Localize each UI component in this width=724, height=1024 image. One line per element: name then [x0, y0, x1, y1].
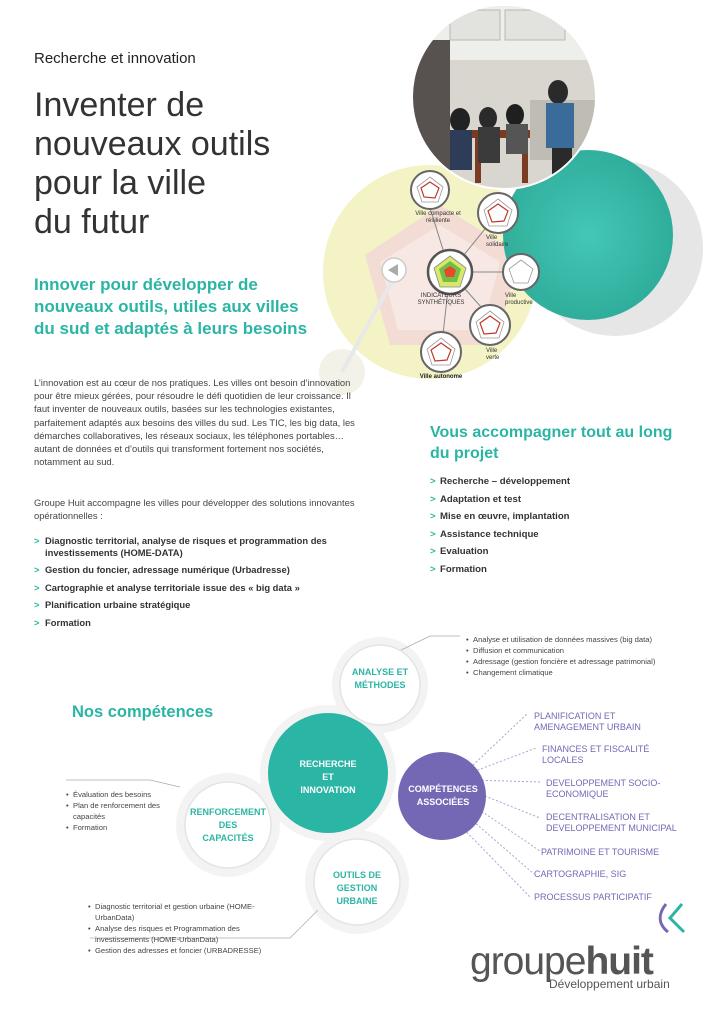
- title-line: pour la ville: [34, 164, 206, 202]
- list-item: • Diagnostic territorial et gestion urbaine (HOME-UrbanData): [88, 901, 288, 923]
- list-item: • Analyse des risques et Programmation des investissements (HOME-UrbanData): [88, 923, 288, 945]
- associated-item: PLANIFICATION ET AMENAGEMENT URBAIN: [534, 711, 641, 732]
- analyse-bullets: [466, 634, 711, 678]
- recherche-label: RECHERCHE ET INNOVATION: [299, 759, 357, 795]
- intro-paragraph-2: Groupe Huit accompagne les villes pour développer des solutions innovantes opérationnelles :: [34, 497, 355, 522]
- arrow-icon: >: [34, 535, 40, 546]
- ville-compacte-radar: [411, 171, 449, 209]
- hero-illustration: [300, 0, 724, 420]
- ville-solidaire-radar: [478, 193, 518, 233]
- renforcement-bullets: [66, 789, 176, 833]
- associated-item: CARTOGRAPHIE, SIG: [534, 869, 627, 879]
- label-ville-autonome: Ville autonome: [419, 374, 463, 380]
- associees-label: COMPÉTENCES ASSOCIÉES: [408, 784, 478, 807]
- arrow-icon: >: [430, 563, 436, 575]
- outils-label: OUTILS DE GESTION URBAINE: [332, 870, 381, 906]
- arrow-icon: >: [430, 546, 436, 558]
- label-ville-verte: Ville verte: [486, 348, 500, 361]
- list-item: > Gestion du foncier, adressage numérique (Urbadresse): [34, 564, 290, 575]
- arrow-icon: >: [34, 616, 40, 628]
- arrow-icon: >: [34, 564, 40, 575]
- associated-item: PROCESSUS PARTICIPATIF: [534, 892, 652, 902]
- list-item: • Adressage (gestion foncière et adressage patrimonial): [466, 656, 711, 667]
- associated-item: DECENTRALISATION ET DEVELOPPEMENT MUNICIPAL: [546, 812, 677, 833]
- intro-subtitle: Innover pour développer de nouveaux outils, utiles aux villes du sud et adaptés à leurs besoins: [34, 275, 308, 338]
- arrow-icon: >: [430, 528, 436, 540]
- outils-bullets: [88, 901, 288, 956]
- groupehuit-logo-mark: [656, 900, 692, 936]
- arrow-icon: >: [430, 511, 436, 523]
- list-item: > Assistance technique: [430, 528, 539, 540]
- label-indicateurs: INDICATEURS SYNTHÉTIQUES: [417, 293, 465, 306]
- list-item: > Diagnostic territorial, analyse de risques et programmation des investissements (HOME-DATA): [34, 535, 327, 558]
- arrow-icon: >: [34, 599, 40, 610]
- list-item: • Gestion des adresses et foncier (URBADRESSE): [88, 945, 288, 956]
- accompagner-title: Vous accompagner tout au long du projet: [430, 424, 673, 462]
- label-ville-solidaire: Ville solidaire: [486, 235, 509, 248]
- section-kicker: Recherche et innovation: [34, 50, 196, 67]
- intro-paragraph: L’innovation est au cœur de nos pratiques. Les villes ont besoin d’innovation pour être mieux gérées, pour résoudre le défi quotidien de leur croissance. Il faut inventer de nouveaux outils, basées sur les technologies existantes, parfaitement adaptés aux besoins des villes du sud. Les TIC, les big data, les démarches collaboratives, les réseaux sociaux, les téléphones portables… autant de données et d’outils qui transforment fortement nos sociétés, notamment au sud.: [34, 377, 355, 468]
- list-item: > Evaluation: [430, 546, 489, 558]
- list-item: • Formation: [66, 822, 176, 833]
- list-item: > Adaptation et test: [430, 493, 522, 505]
- arrow-icon: >: [430, 493, 436, 505]
- analyse-label: ANALYSE ET MÉTHODES: [351, 667, 409, 690]
- arrow-icon: >: [430, 476, 436, 487]
- ville-verte-radar: [470, 305, 510, 345]
- title-line: nouveaux outils: [34, 125, 271, 163]
- associated-item: DEVELOPPEMENT SOCIO-ECONOMIQUE: [546, 778, 661, 799]
- list-item: > Cartographie et analyse territoriale issue des « big data »: [34, 581, 300, 593]
- groupehuit-logo: groupehuit: [470, 940, 653, 983]
- ville-autonome-radar: [421, 332, 461, 372]
- arrow-icon: >: [34, 581, 40, 593]
- logo-tagline: Développement urbain: [549, 977, 670, 991]
- renforcement-connector: [66, 780, 180, 787]
- list-item: • Évaluation des besoins: [66, 789, 176, 800]
- list-item: > Formation: [34, 616, 91, 628]
- title-line: du futur: [34, 203, 150, 241]
- list-item: > Recherche – développement: [430, 476, 571, 487]
- label-ville-compacte: Ville compacte et résiliente: [415, 211, 461, 224]
- renforcement-label: RENFORCEMENT DES CAPACITÉS: [190, 807, 266, 843]
- back-arrow-icon[interactable]: [382, 258, 406, 282]
- list-item: • Plan de renforcement des capacités: [66, 800, 176, 822]
- list-item: > Planification urbaine stratégique: [34, 599, 191, 610]
- list-item: • Diffusion et communication: [466, 645, 711, 656]
- title-line: Inventer de: [34, 86, 205, 124]
- accompagner-list: [430, 476, 570, 582]
- list-item: • Analyse et utilisation de données massives (big data): [466, 634, 711, 645]
- ville-productive-radar: [503, 254, 539, 290]
- list-item: > Formation: [430, 563, 487, 575]
- associated-item: PATRIMOINE ET TOURISME: [541, 847, 660, 857]
- associated-item: FINANCES ET FISCALITÉ LOCALES: [542, 744, 650, 765]
- label-ville-productive: Ville productive: [505, 293, 533, 306]
- competences-title: Nos compétences: [72, 703, 214, 721]
- indicateurs-radar: [428, 250, 472, 294]
- list-item: • Changement climatique: [466, 667, 711, 678]
- list-item: > Mise en œuvre, implantation: [430, 511, 570, 523]
